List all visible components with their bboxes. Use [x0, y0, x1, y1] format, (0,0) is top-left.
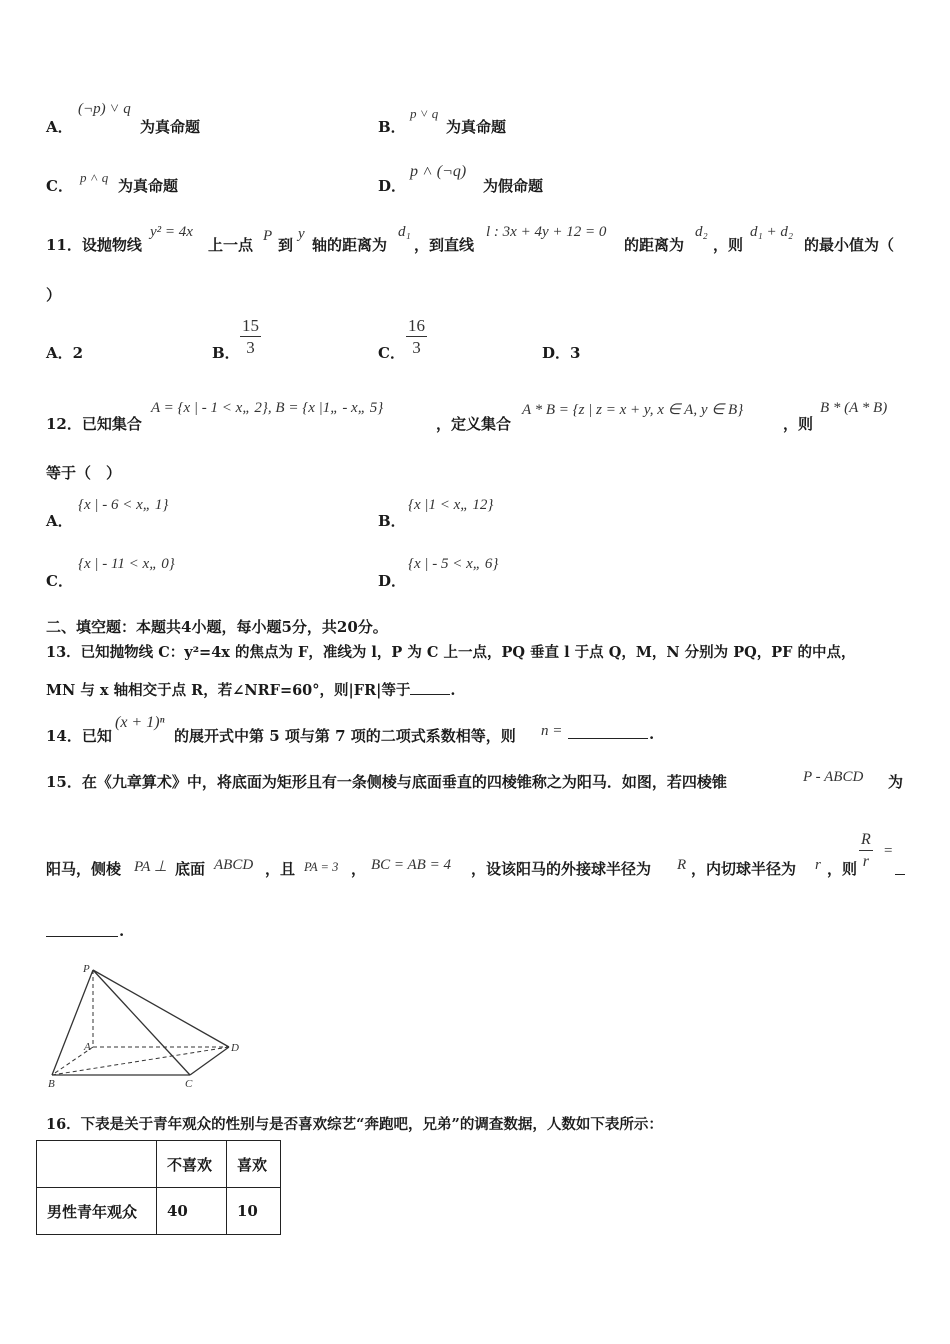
q15-ratio-fraction [859, 830, 873, 873]
q14-end: . [649, 725, 655, 743]
q11-text-6: ，则 [713, 236, 744, 254]
q11-d2: d₂ [695, 224, 708, 240]
q15-pyramid: P - ABCD [803, 769, 864, 785]
q15-comma: ， [351, 860, 367, 878]
q11-option-c-label: C． [378, 344, 405, 362]
q10-option-a-label: A． [46, 118, 73, 136]
edge-pb [52, 970, 93, 1075]
q15-small-r: r [815, 857, 821, 873]
q12-expression: B * (A * B) [820, 400, 888, 416]
q15-text-7: ，则 [827, 860, 858, 878]
q11-option-b-denominator: 3 [246, 338, 255, 357]
q12-text-3: 等于（ ） [46, 464, 122, 482]
q11-option-a: A．2 [46, 344, 84, 362]
q15-answer-blank-start[interactable] [895, 860, 905, 875]
q11-option-b-label: B． [212, 344, 240, 362]
label-a: A [84, 1041, 91, 1053]
table-header-cell: 喜欢 [227, 1141, 281, 1188]
q10-option-c-math: p ˄ q [80, 170, 109, 185]
q12-option-a-math: {x | - 6 < x„ 1} [78, 497, 169, 513]
q13-line-2-text: MN 与 x 轴相交于点 R，若∠NRF=60°，则|FR|等于 [46, 682, 411, 699]
q10-option-d-text: 为假命题 [483, 177, 544, 195]
table-header-cell [37, 1141, 157, 1188]
table-row [37, 1188, 281, 1235]
q15-text-2: 阳马，侧棱 [46, 860, 122, 878]
q15-text-6: ，内切球半径为 [691, 860, 797, 878]
edge-pd [93, 970, 229, 1047]
q15-text-5: ，设该阳马的外接球半径为 [471, 860, 652, 878]
q11-y-axis: y [298, 226, 305, 242]
q10-option-a-text: 为真命题 [140, 118, 201, 136]
table-cell: 10 [227, 1188, 281, 1235]
q13-line-2 [46, 679, 455, 700]
q13-answer-blank[interactable] [410, 694, 450, 695]
q16-text: 16．下表是关于青年观众的性别与是否喜欢综艺“奔跑吧，兄弟”的调查数据，人数如下表所示： [46, 1116, 663, 1133]
q11-option-c-denominator: 3 [412, 338, 421, 357]
table-cell: 40 [157, 1188, 227, 1235]
q15-bc-ab: BC = AB = 4 [371, 857, 451, 873]
q15-abcd: ABCD [214, 857, 254, 873]
q15-pa-perp: PA ⊥ [134, 859, 167, 875]
q10-option-b-label: B． [378, 118, 406, 136]
q12-option-c-math: {x | - 11 < x„ 0} [78, 556, 175, 572]
q11-text-3: 轴的距离为 [312, 236, 388, 254]
q11-text-2: 到 [278, 236, 294, 254]
pyramid-figure [40, 958, 255, 1090]
label-d: D [231, 1042, 239, 1054]
q11-text-7: 的最小值为（ [804, 236, 895, 254]
q11-number: 11．设抛物线 [46, 236, 142, 254]
q15-text-3: 底面 [175, 860, 206, 878]
q15-equals: = [884, 843, 893, 859]
label-p: P [83, 963, 90, 975]
q15-text-4: ，且 [265, 860, 296, 878]
q15-pa-3: PA = 3 [304, 860, 339, 874]
q11-text-5: 的距离为 [624, 236, 685, 254]
q14-expression: (x + 1)ⁿ [115, 714, 165, 731]
table-cell: 男性青年观众 [37, 1188, 157, 1235]
q10-option-c-text: 为真命题 [118, 177, 179, 195]
q11-option-d: D．3 [542, 344, 581, 362]
q10-option-d-math: p ˄ (¬q) [410, 163, 467, 180]
q12-option-d-label: D． [378, 572, 407, 590]
q11-point-p: P [263, 228, 273, 244]
q11-option-c-fraction [406, 316, 427, 359]
q12-number: 12．已知集合 [46, 415, 142, 433]
q11-option-c-numerator: 16 [408, 316, 425, 335]
q11-option-b-numerator: 15 [242, 316, 259, 335]
q12-option-d-math: {x | - 5 < x„ 6} [408, 556, 499, 572]
q12-sets: A = {x | - 1 < x„ 2}, B = {x |1„ - x„ 5} [151, 400, 384, 416]
q15-text-wei: 为 [888, 773, 904, 791]
q12-option-b-math: {x |1 < x„ 12} [408, 497, 494, 513]
q13-end: . [450, 682, 456, 699]
q12-definition: A * B = {z | z = x + y, x ∈ A, y ∈ B} [522, 402, 744, 418]
q15-big-r: R [677, 857, 687, 873]
q11-line-equation: l : 3x + 4y + 12 = 0 [486, 224, 607, 240]
q10-option-c-label: C． [46, 177, 73, 195]
q14-answer-blank[interactable] [568, 724, 648, 739]
q14-text: 的展开式中第 5 项与第 7 项的二项式系数相等，则 [174, 727, 516, 745]
edge-cd [190, 1047, 229, 1075]
section-2-heading: 二、填空题：本题共4小题，每小题5分，共20分。 [46, 618, 388, 636]
survey-table [36, 1140, 281, 1235]
q10-option-b-text: 为真命题 [446, 118, 507, 136]
q11-option-b-fraction [240, 316, 261, 359]
q15-ratio-numerator: R [859, 830, 873, 851]
q14-number: 14．已知 [46, 727, 112, 745]
q11-d1: d₁ [398, 224, 411, 240]
q10-option-b-math: p ˅ q [410, 106, 439, 121]
edge-bd-hidden [52, 1047, 229, 1075]
q10-option-a-math: (¬p) ˅ q [78, 101, 131, 117]
q11-sum: d₁ + d₂ [750, 224, 794, 240]
q14-n: n = [541, 723, 563, 739]
label-b: B [48, 1078, 55, 1090]
q13-line-1: 13．已知抛物线 C：y²=4x 的焦点为 F，准线为 l，P 为 C 上一点，PQ 垂直 l 于点 Q，M，N 分别为 PQ，PF 的中点， [46, 644, 856, 661]
table-header-cell: 不喜欢 [157, 1141, 227, 1188]
q12-text-1: ，定义集合 [436, 415, 512, 433]
q11-parabola: y² = 4x [150, 224, 193, 240]
q12-option-a-label: A． [46, 512, 73, 530]
q15-ratio-denominator: r [862, 853, 869, 870]
q12-text-2: ，则 [783, 415, 814, 433]
label-c: C [185, 1078, 193, 1090]
q11-text-4: ，到直线 [414, 236, 475, 254]
q15-answer-blank[interactable] [46, 922, 118, 937]
edge-pc [93, 970, 190, 1075]
q12-option-c-label: C． [46, 572, 73, 590]
table-header-row [37, 1141, 281, 1188]
q15-end: . [119, 922, 125, 940]
q11-text-1: 上一点 [208, 236, 254, 254]
q15-line-1: 15．在《九章算术》中，将底面为矩形且有一条侧棱与底面垂直的四棱锥称之为阳马．如图，若四棱锥 [46, 773, 727, 791]
q11-close-paren: ） [46, 286, 62, 304]
q10-option-d-label: D． [378, 177, 407, 195]
q12-option-b-label: B． [378, 512, 406, 530]
